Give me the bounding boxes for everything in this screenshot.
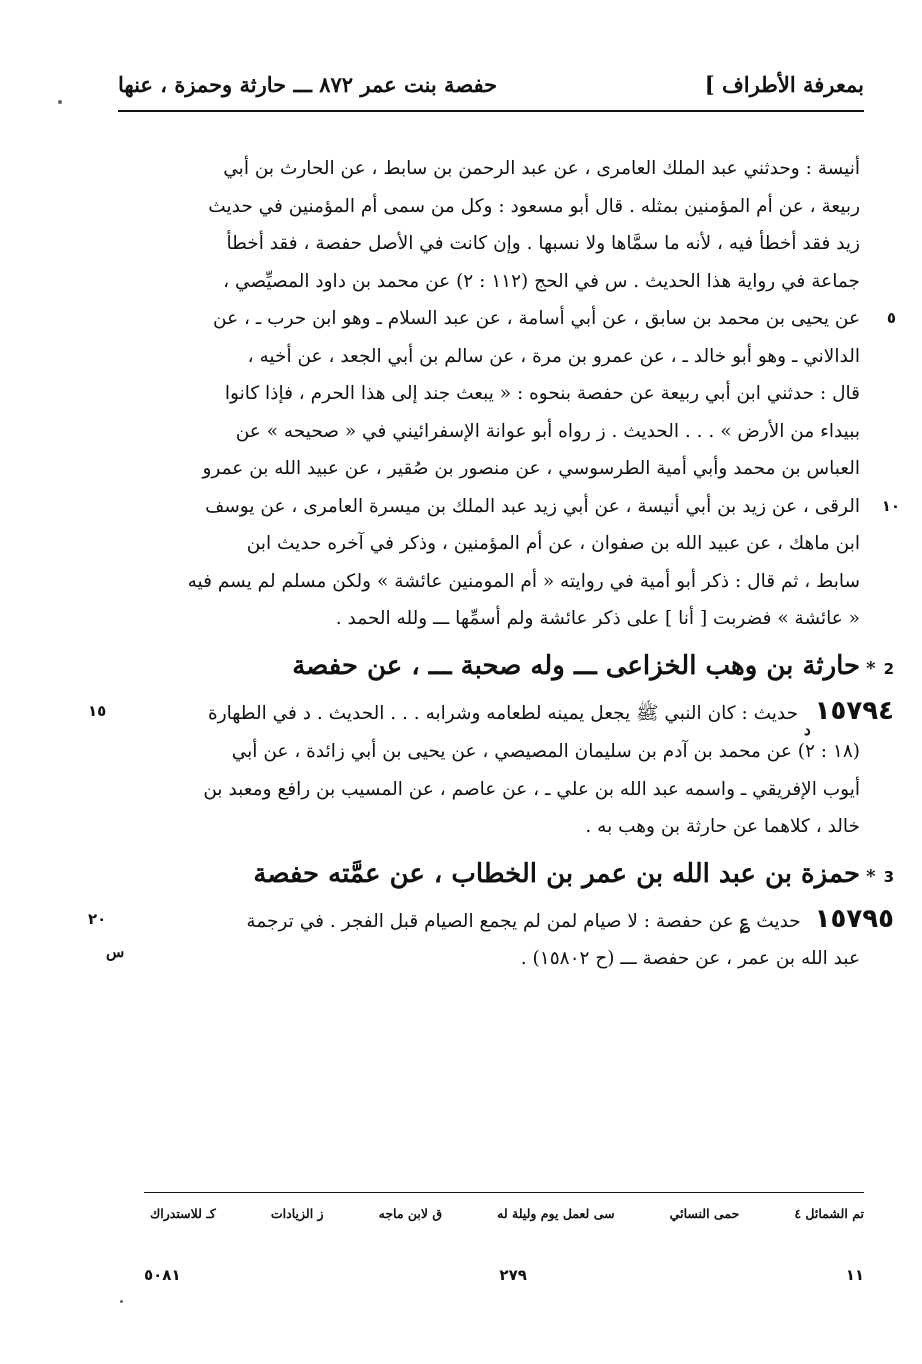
section-1-text [128,150,900,638]
text-line-content: عبد الله بن عمر ، عن حفصة ـــ (ح ١٥٨٠٢) . [520,948,860,969]
text-line: قال : حدثني ابن أبي ربيعة عن حفصة بنحوه : « يبعث جند إلى هذا الحرم ، فإذا كانوا [224,383,860,404]
star-marker: * [866,865,876,887]
section-2-heading [128,642,894,693]
section-3-heading [128,850,894,901]
section-number: 3 [883,867,894,886]
text-line: أنيسة : وحدثني عبد الملك العامرى ، عن عبد الرحمن بن سابط ، عن الحارث بن أبي [223,158,860,179]
header-book-title: بمعرفة الأطراف ] [704,71,864,97]
entry-number: ١٥٧٩٤ [814,695,894,726]
text-line [106,940,860,978]
line-number-10: ١٠ [881,496,900,515]
text-line [88,693,894,739]
page-footer [144,1266,864,1284]
page-number: ٢٧٩ [499,1266,527,1284]
text-line-content: الرقى ، عن زيد بن أبي أنيسة ، عن أبي زيد عبد الملك بن ميسرة العامرى ، عن يوسف [205,495,860,517]
text-line: العباس بن محمد وأبي أمية الطرسوسي ، عن منصور بن صُقير ، عن عبيد الله بن عمرو [202,458,860,479]
text-line-content: عن يحيى بن محمد بن سابق ، عن أبي أسامة ، عن عبد السلام ـ وهو ابن حرب ـ ، عن [213,308,860,329]
section-title: حمزة بن عبد الله بن عمر بن الخطاب ، عن عمَّته حفصة [253,858,861,889]
text-line: الدالاني ـ وهو أبو خالد ـ ، عن عمرو بن مرة ، عن سالم بن أبي الجعد ، عن أخيه ، [247,345,860,367]
text-line: ابن ماهك ، عن عبيد الله بن صفوان ، عن أم المؤمنين ، وذكر في آخره حديث ابن [246,533,860,554]
text-line-content: حديث ؏ عن حفصة : لا صيام لمن لم يجمع الصيام قبل الفجر . في ترجمة [246,910,801,932]
sigla-key-item: حمى النسائي [669,1206,740,1221]
sigla-key-item: ز الزيادات [270,1206,324,1221]
line-number-15: ١٥ [88,701,107,720]
footnote-rule [144,1192,864,1193]
text-line [128,300,896,338]
star-marker: * [866,657,876,679]
sigla-key-item: ق لابن ماجه [378,1206,443,1221]
entry-sigla: د [803,720,811,739]
sigla-key-item: تم الشمائل ٤ [794,1206,864,1221]
text-line: خالد ، كلاهما عن حارثة بن وهب به . [585,816,860,837]
text-line: (١٨ : ٢) عن محمد بن آدم بن سليمان المصيصي ، عن يحيى بن أبي زائدة ، عن أبي [231,741,860,762]
entry-sigla: س [106,943,125,961]
header-section-title: حفصة بنت عمر ٨٧٢ ـــ حارثة وحمزة ، عنها [118,71,498,97]
line-number-5: ٥ [886,309,896,327]
text-line: ربيعة ، عن أم المؤمنين بمثله . قال أبو مسعود : وكل من سمى أم المؤمنين في حديث [208,195,860,217]
scan-speck [58,100,62,104]
line-number-20: ٢٠ [88,909,107,928]
section-title: حارثة بن وهب الخزاعى ـــ وله صحبة ـــ ، عن حفصة [292,650,861,681]
running-header [118,62,864,106]
entry-number: ١٥٧٩٥ [814,903,894,934]
scan-speck [120,1300,123,1303]
section-2-text [88,693,894,846]
section-number: 2 [883,659,894,678]
text-line: ببيداء من الأرض » . . . الحديث . ز رواه أبو عوانة الإسفرائيني في « صحيحه » عن [235,420,860,442]
page-body [88,150,900,978]
volume-number: ١١ [845,1266,864,1284]
text-line-content: حديث : كان النبي ﷺ يجعل يمينه لطعامه وشرابه . . . الحديث . د في الطهارة [208,702,799,724]
text-line: زيد فقد أخطأ فيه ، لأنه ما سمَّاها ولا نسبها . وإن كانت في الأصل حفصة ، فقد أخطأ [226,233,860,254]
header-rule [118,110,864,112]
sigla-key [150,1206,864,1221]
entry-range: ٥٠٨١ [144,1266,181,1284]
text-line [128,488,900,526]
sigla-key-item: كـ للاستدراك [150,1206,216,1221]
text-line: « عائشة » فضربت [ أنا ] على ذكر عائشة ولم أسمِّها ـــ ولله الحمد . [335,608,860,629]
text-line: سابط ، ثم قال : ذكر أبو أمية في روايته « أم المومنين عائشة » ولكن مسلم لم يسم فيه [187,570,860,592]
text-line: جماعة في رواية هذا الحديث . س في الحج (١١٢ : ٢) عن محمد بن داود المصيِّصي ، [223,270,860,292]
text-line [88,901,894,941]
sigla-key-item: سى لعمل يوم وليلة له [497,1206,615,1221]
text-line: أيوب الإفريقي ـ واسمه عبد الله بن علي ـ ، عن عاصم ، عن المسيب بن رافع ومعبد بن [203,778,860,800]
section-3-text [88,901,894,978]
